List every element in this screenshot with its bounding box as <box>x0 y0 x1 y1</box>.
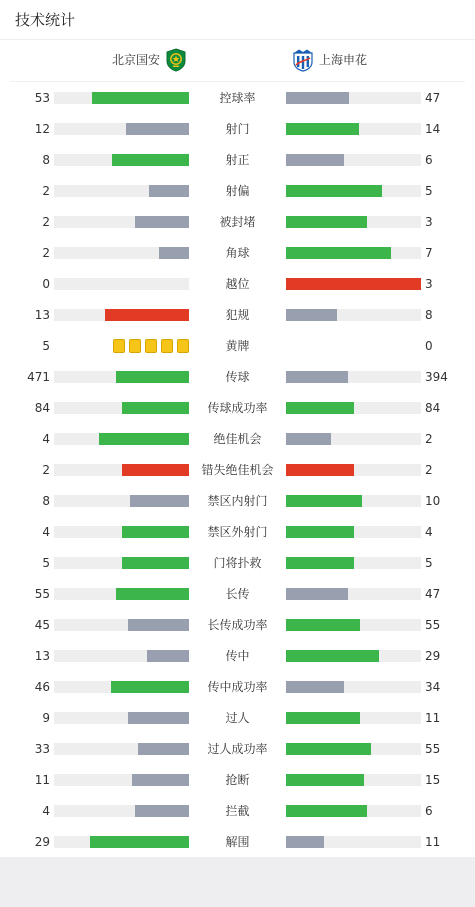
home-bar-track <box>54 92 189 104</box>
stat-row <box>0 454 475 485</box>
away-bar-track <box>286 247 421 259</box>
away-bar-track <box>286 805 421 817</box>
home-value: 12 <box>34 122 50 136</box>
shanghai-shenhua-logo-icon <box>291 48 315 72</box>
home-bar <box>135 216 189 228</box>
away-bar-track <box>286 774 421 786</box>
away-value: 8 <box>425 308 433 322</box>
away-bar-track <box>286 278 421 290</box>
home-bar <box>128 712 189 724</box>
home-value: 5 <box>42 339 50 353</box>
away-value: 10 <box>425 494 441 508</box>
away-bar <box>286 836 324 848</box>
stat-row <box>0 640 475 671</box>
home-bar-track <box>54 619 189 631</box>
away-bar <box>286 805 367 817</box>
stat-row <box>0 392 475 423</box>
stat-label: 禁区外射门 <box>207 525 268 539</box>
stat-row <box>0 299 475 330</box>
away-value: 6 <box>425 153 433 167</box>
away-value: 84 <box>425 401 441 415</box>
away-bar-track <box>286 588 421 600</box>
home-value: 9 <box>42 711 50 725</box>
away-bar-track <box>286 402 421 414</box>
home-value: 5 <box>42 556 50 570</box>
yellow-card-icon <box>113 339 125 353</box>
away-value: 7 <box>425 246 433 260</box>
away-bar <box>286 681 344 693</box>
away-bar-track <box>286 216 421 228</box>
home-bar <box>99 433 189 445</box>
home-bar-track <box>54 805 189 817</box>
away-bar <box>286 588 348 600</box>
stat-label: 射正 <box>225 153 250 167</box>
stat-label: 控球率 <box>219 91 256 105</box>
home-value: 4 <box>42 525 50 539</box>
stat-label: 被封堵 <box>219 215 256 229</box>
home-bar-track <box>54 402 189 414</box>
away-bar-track <box>286 433 421 445</box>
away-bar <box>286 433 331 445</box>
home-bar-track <box>54 836 189 848</box>
away-bar-track <box>286 557 421 569</box>
away-bar-track <box>286 495 421 507</box>
home-bar-track <box>54 495 189 507</box>
away-bar-track <box>286 154 421 166</box>
away-bar-track <box>286 836 421 848</box>
home-value: 11 <box>34 773 50 787</box>
home-bar-track <box>54 774 189 786</box>
stat-label: 抢断 <box>225 773 250 787</box>
home-bar-track <box>54 123 189 135</box>
away-value: 14 <box>425 122 441 136</box>
home-value: 2 <box>42 463 50 477</box>
yellow-card-icon <box>129 339 141 353</box>
away-bar <box>286 92 349 104</box>
home-value: 4 <box>42 804 50 818</box>
home-value: 0 <box>42 277 50 291</box>
home-value: 2 <box>42 184 50 198</box>
stat-label: 传球 <box>225 370 250 384</box>
away-bar <box>286 619 360 631</box>
home-value: 13 <box>34 649 50 663</box>
stat-row <box>0 330 475 361</box>
away-value: 2 <box>425 432 433 446</box>
away-bar <box>286 743 371 755</box>
stat-label: 长传成功率 <box>207 618 268 632</box>
stat-label: 禁区内射门 <box>207 494 268 508</box>
away-team-name: 上海申花 <box>319 53 368 67</box>
away-bar <box>286 650 379 662</box>
yellow-card-icon <box>145 339 157 353</box>
away-bar <box>286 185 382 197</box>
away-value: 3 <box>425 215 433 229</box>
stat-row <box>0 547 475 578</box>
home-value: 84 <box>34 401 50 415</box>
stat-row <box>0 144 475 175</box>
home-bar <box>138 743 189 755</box>
stat-label: 传球成功率 <box>207 401 268 415</box>
stat-row <box>0 82 475 113</box>
stat-row <box>0 206 475 237</box>
home-bar-track <box>54 185 189 197</box>
home-bar-track <box>54 681 189 693</box>
away-value: 5 <box>425 556 433 570</box>
stat-row <box>0 268 475 299</box>
away-value: 5 <box>425 184 433 198</box>
stat-label: 角球 <box>225 246 250 260</box>
away-bar-track <box>286 464 421 476</box>
away-value: 3 <box>425 277 433 291</box>
stat-label: 传中成功率 <box>207 680 268 694</box>
home-bar <box>112 154 189 166</box>
away-bar-track <box>286 619 421 631</box>
stat-row <box>0 361 475 392</box>
away-value: 394 <box>425 370 448 384</box>
away-bar <box>286 495 362 507</box>
home-bar <box>132 774 189 786</box>
home-bar <box>128 619 189 631</box>
home-bar-track <box>54 526 189 538</box>
home-value: 33 <box>34 742 50 756</box>
away-bar <box>286 216 367 228</box>
home-bar <box>122 526 190 538</box>
home-value: 46 <box>34 680 50 694</box>
home-value: 13 <box>34 308 50 322</box>
page-title: 技术统计 <box>15 11 76 29</box>
away-bar-track <box>286 92 421 104</box>
home-value: 8 <box>42 494 50 508</box>
stat-row <box>0 795 475 826</box>
away-bar <box>286 526 354 538</box>
yellow-card-icon <box>161 339 173 353</box>
home-value: 2 <box>42 215 50 229</box>
stat-row <box>0 826 475 857</box>
away-value: 6 <box>425 804 433 818</box>
stat-row <box>0 609 475 640</box>
away-bar-track <box>286 712 421 724</box>
away-bar-track <box>286 371 421 383</box>
home-bar <box>105 309 189 321</box>
home-bar-track <box>54 743 189 755</box>
home-bar <box>116 588 189 600</box>
away-bar <box>286 371 348 383</box>
away-bar <box>286 464 354 476</box>
home-bar <box>135 805 189 817</box>
away-bar-track <box>286 123 421 135</box>
away-bar <box>286 247 391 259</box>
home-bar-track <box>54 712 189 724</box>
stat-label: 射门 <box>225 122 250 136</box>
home-bar <box>90 836 189 848</box>
stat-label: 解围 <box>225 835 250 849</box>
stat-label: 错失绝佳机会 <box>201 463 274 477</box>
home-bar-track <box>54 557 189 569</box>
stat-row <box>0 671 475 702</box>
away-bar-track <box>286 650 421 662</box>
away-bar <box>286 123 359 135</box>
stat-label: 拦截 <box>225 804 250 818</box>
home-bar-track <box>54 371 189 383</box>
away-value: 47 <box>425 587 441 601</box>
stats-list <box>0 82 475 857</box>
away-bar <box>286 402 354 414</box>
away-team[interactable] <box>291 48 367 72</box>
home-value: 8 <box>42 153 50 167</box>
away-bar-track <box>286 185 421 197</box>
beijing-guoan-logo-icon <box>164 48 188 72</box>
away-value: 11 <box>425 711 441 725</box>
yellow-card-icon <box>177 339 189 353</box>
stat-row <box>0 175 475 206</box>
home-bar-track <box>54 464 189 476</box>
stat-label: 犯规 <box>225 308 250 322</box>
stat-label: 过人成功率 <box>207 742 268 756</box>
away-bar-track <box>286 681 421 693</box>
home-value: 471 <box>27 370 50 384</box>
stat-label: 绝佳机会 <box>213 432 262 446</box>
stat-label: 黄牌 <box>225 339 250 353</box>
home-bar <box>159 247 189 259</box>
away-bar <box>286 774 364 786</box>
away-value: 47 <box>425 91 441 105</box>
stat-row <box>0 113 475 144</box>
home-team-name: 北京国安 <box>111 53 160 67</box>
away-bar <box>286 309 337 321</box>
away-value: 29 <box>425 649 441 663</box>
stat-row <box>0 423 475 454</box>
home-bar <box>111 681 189 693</box>
away-value: 34 <box>425 680 441 694</box>
away-bar <box>286 557 354 569</box>
away-value: 55 <box>425 618 441 632</box>
title-bar <box>0 0 475 40</box>
stat-label: 过人 <box>225 711 250 725</box>
stat-row <box>0 578 475 609</box>
home-bar-track <box>54 278 189 290</box>
away-value: 2 <box>425 463 433 477</box>
away-value: 4 <box>425 525 433 539</box>
home-bar-track <box>54 154 189 166</box>
home-value: 53 <box>34 91 50 105</box>
home-value: 2 <box>42 246 50 260</box>
home-bar-track <box>54 309 189 321</box>
away-value: 55 <box>425 742 441 756</box>
stat-label: 门将扑救 <box>213 556 262 570</box>
yellow-cards <box>109 339 189 353</box>
away-bar-track <box>286 526 421 538</box>
stat-row <box>0 702 475 733</box>
stat-row <box>0 764 475 795</box>
away-value: 15 <box>425 773 441 787</box>
stat-label: 传中 <box>225 649 250 663</box>
stat-row <box>0 516 475 547</box>
home-value: 4 <box>42 432 50 446</box>
stat-label: 越位 <box>225 277 250 291</box>
home-value: 45 <box>34 618 50 632</box>
away-bar <box>286 712 360 724</box>
home-bar <box>122 557 190 569</box>
away-value: 0 <box>425 339 433 353</box>
stat-label: 长传 <box>225 587 250 601</box>
home-bar <box>122 464 190 476</box>
home-team[interactable] <box>112 48 188 72</box>
away-bar <box>286 278 421 290</box>
home-bar <box>126 123 189 135</box>
home-bar-track <box>54 216 189 228</box>
home-bar-track <box>54 433 189 445</box>
teams-header <box>10 40 465 82</box>
away-value: 11 <box>425 835 441 849</box>
home-bar <box>122 402 190 414</box>
home-bar <box>92 92 189 104</box>
home-bar <box>149 185 190 197</box>
stat-row <box>0 237 475 268</box>
home-bar <box>116 371 189 383</box>
home-value: 29 <box>34 835 50 849</box>
stat-label: 射偏 <box>225 184 250 198</box>
home-bar-track <box>54 247 189 259</box>
home-bar-track <box>54 588 189 600</box>
home-bar <box>147 650 189 662</box>
home-bar-track <box>54 650 189 662</box>
stat-row <box>0 733 475 764</box>
stat-row <box>0 485 475 516</box>
away-bar-track <box>286 743 421 755</box>
away-bar <box>286 154 344 166</box>
home-value: 55 <box>34 587 50 601</box>
away-bar-track <box>286 309 421 321</box>
home-bar <box>130 495 189 507</box>
